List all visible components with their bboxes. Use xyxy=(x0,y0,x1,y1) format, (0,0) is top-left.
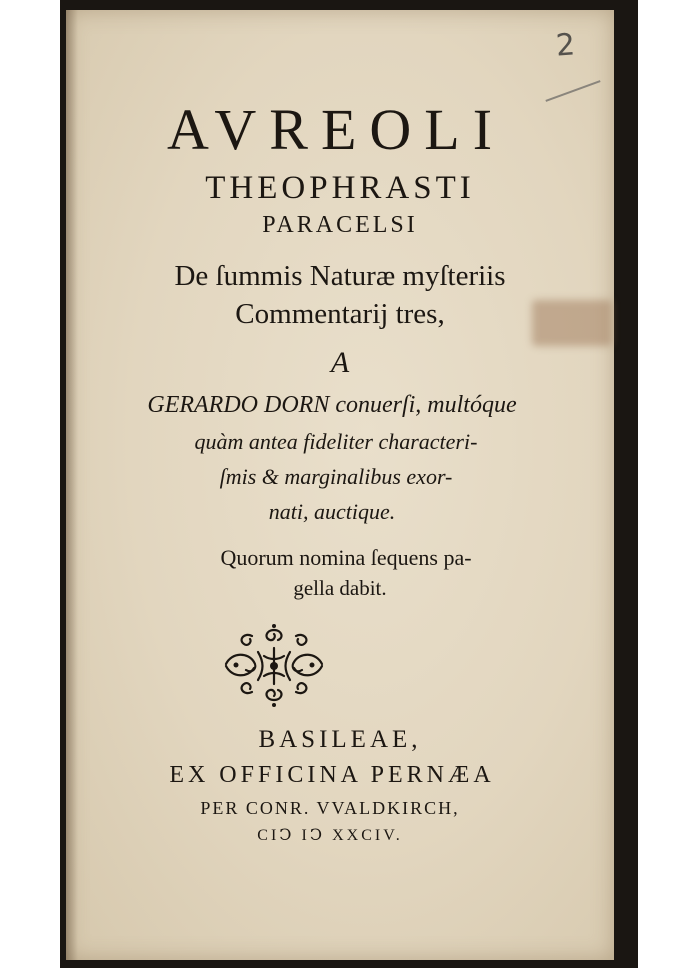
editor-line-1: GERARDO DORN conuerſi, multóque xyxy=(147,392,517,418)
imprint-printer: EX OFFICINA PERNÆA xyxy=(169,762,495,788)
imprint-publisher: PER CONR. VVALDKIRCH, xyxy=(200,798,460,818)
title-author-last: PARACELSI xyxy=(262,212,418,238)
title-preposition: A xyxy=(330,346,350,379)
title-author-middle: THEOPHRASTI xyxy=(205,170,475,206)
editor-line-2: quàm antea fideliter characteri- xyxy=(194,429,478,454)
title-page xyxy=(66,10,614,960)
imprint-date: CIↃ IↃ XXCIV. xyxy=(257,827,403,844)
editor-line-3: ſmis & marginalibus exor- xyxy=(219,464,453,489)
imprint-city: BASILEAE, xyxy=(258,726,422,753)
contents-note-line-1: Quorum nomina ſequens pa- xyxy=(220,545,472,570)
contents-note-line-2: gella dabit. xyxy=(293,576,387,600)
floral-fleuron-icon xyxy=(214,622,334,708)
title-author-first: AVREOLI xyxy=(166,97,506,162)
editor-line-4: nati, auctique. xyxy=(268,499,396,524)
shelf-mark: 2 xyxy=(554,27,577,64)
title-line-2: Commentarij tres, xyxy=(235,298,445,330)
title-line-1: De ſummis Naturæ myſteriis xyxy=(174,260,506,292)
